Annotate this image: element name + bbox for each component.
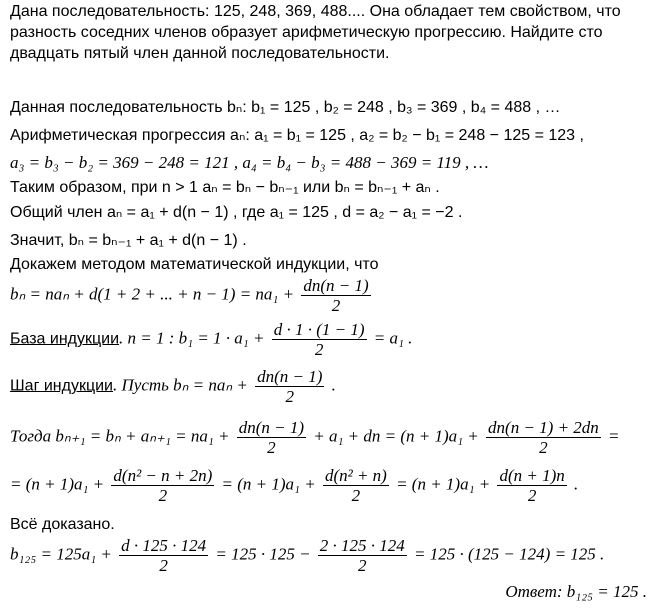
final-left: b₁₂₅ = 125a₁ + <box>10 544 112 564</box>
claim-left: bₙ = naₙ + d(1 + 2 + ... + n − 1) = na₁ + <box>10 284 295 304</box>
claim-numerator: dn(n − 1) <box>303 276 369 295</box>
cont-denominator-2: 2 <box>351 486 361 505</box>
cont-mid-1: = (n + 1)a₁ + <box>221 474 316 494</box>
cont-denominator-1: 2 <box>158 486 168 505</box>
base-numerator: d · 1 · (1 − 1) <box>273 320 365 339</box>
base-right: = a₁ . <box>373 328 413 348</box>
cont-right: . <box>574 474 579 494</box>
then-fraction-2 <box>486 418 601 457</box>
then-denominator-1: 2 <box>267 438 276 457</box>
answer-value: b₁₂₅ = 125 . <box>566 582 647 601</box>
final-right: = 125 · (125 − 124) = 125 . <box>414 544 605 564</box>
cont-fraction-3 <box>497 466 566 505</box>
final-computation <box>10 536 604 575</box>
step-right: . <box>331 375 336 395</box>
cont-fraction-2 <box>323 466 389 505</box>
final-fraction-1 <box>119 536 208 575</box>
claim-fraction <box>301 276 370 315</box>
step-label: Шаг индукции <box>10 377 113 395</box>
then-fraction-1 <box>237 418 306 457</box>
proved-line: Всё доказано. <box>10 516 115 533</box>
final-fraction-2 <box>318 536 407 575</box>
general-term: Общий член aₙ = a₁ + d(n − 1) , где a₁ = 125 , d = a₂ − a₁ = −2 . <box>10 204 463 221</box>
final-numerator-1: d · 125 · 124 <box>121 536 207 555</box>
step-fraction <box>255 367 324 406</box>
problem-line-1: Дана последовательность: 125, 248, 369, 488.... Она обладает тем свойством, что <box>10 3 621 20</box>
step-denominator: 2 <box>285 387 295 406</box>
induction-intro: Докажем методом математической индукции, что <box>10 256 379 273</box>
problem-line-3: двадцать пятый член данной последовательности. <box>10 45 390 62</box>
means-line: Значит, bₙ = bₙ₋₁ + a₁ + d(n − 1) . <box>10 232 247 249</box>
answer-label: Ответ: <box>505 582 563 601</box>
induction-base <box>10 320 412 359</box>
then-numerator-2: dn(n − 1) + 2dn <box>488 418 599 437</box>
cont-fraction-1 <box>111 466 214 505</box>
final-denominator-1: 2 <box>159 556 168 575</box>
thus-line: Таким образом, при n > 1 aₙ = bₙ − bₙ₋₁ или bₙ = bₙ₋₁ + aₙ . <box>10 179 440 196</box>
cont-denominator-3: 2 <box>527 486 537 505</box>
step-numerator: dn(n − 1) <box>257 367 323 386</box>
arith-progression-1: Арифметическая прогрессия aₙ: a₁ = b₁ = 125 , a₂ = b₂ − b₁ = 248 − 125 = 123 , <box>10 127 584 144</box>
then-right: = <box>608 426 620 446</box>
base-left: . n = 1 : b₁ = 1 · a₁ + <box>119 328 265 348</box>
cont-numerator-2: d(n² + n) <box>324 466 387 485</box>
cont-mid-2: = (n + 1)a₁ + <box>396 474 491 494</box>
claim-denominator: 2 <box>331 296 341 315</box>
claim-formula <box>10 276 374 315</box>
base-label: База индукции <box>10 330 120 348</box>
cont-numerator-3: d(n + 1)n <box>499 466 565 485</box>
cont-numerator-1: d(n² − n + 2n) <box>113 466 213 485</box>
base-denominator: 2 <box>314 340 324 359</box>
induction-step <box>10 367 336 406</box>
final-numerator-2: 2 · 125 · 124 <box>319 536 405 555</box>
arith-progression-2: a₃ = b₃ − b₂ = 369 − 248 = 121 , a₄ = b₄ − b₃ = 488 − 369 = 119 , … <box>10 153 489 172</box>
problem-line-2: разность соседних членов образует арифметическую прогрессию. Найдите сто <box>10 24 603 41</box>
answer <box>505 582 647 602</box>
then-numerator-1: dn(n − 1) <box>238 418 305 437</box>
step-left: . Пусть bₙ = naₙ + <box>113 375 248 395</box>
cont-left: = (n + 1)a₁ + <box>10 474 105 494</box>
continuation-line <box>10 466 578 505</box>
final-mid: = 125 · 125 − <box>215 544 311 564</box>
sequence-given: Данная последовательность bₙ: b₁ = 125 , b₂ = 248 , b₃ = 369 , b₄ = 488 , … <box>10 99 561 116</box>
then-mid: + a₁ + dn = (n + 1)a₁ + <box>313 426 479 446</box>
then-denominator-2: 2 <box>539 438 548 457</box>
base-fraction <box>272 320 367 359</box>
final-denominator-2: 2 <box>358 556 367 575</box>
then-left: Тогда bₙ₊₁ = bₙ + aₙ₊₁ = na₁ + <box>10 426 230 446</box>
then-line <box>10 418 620 457</box>
